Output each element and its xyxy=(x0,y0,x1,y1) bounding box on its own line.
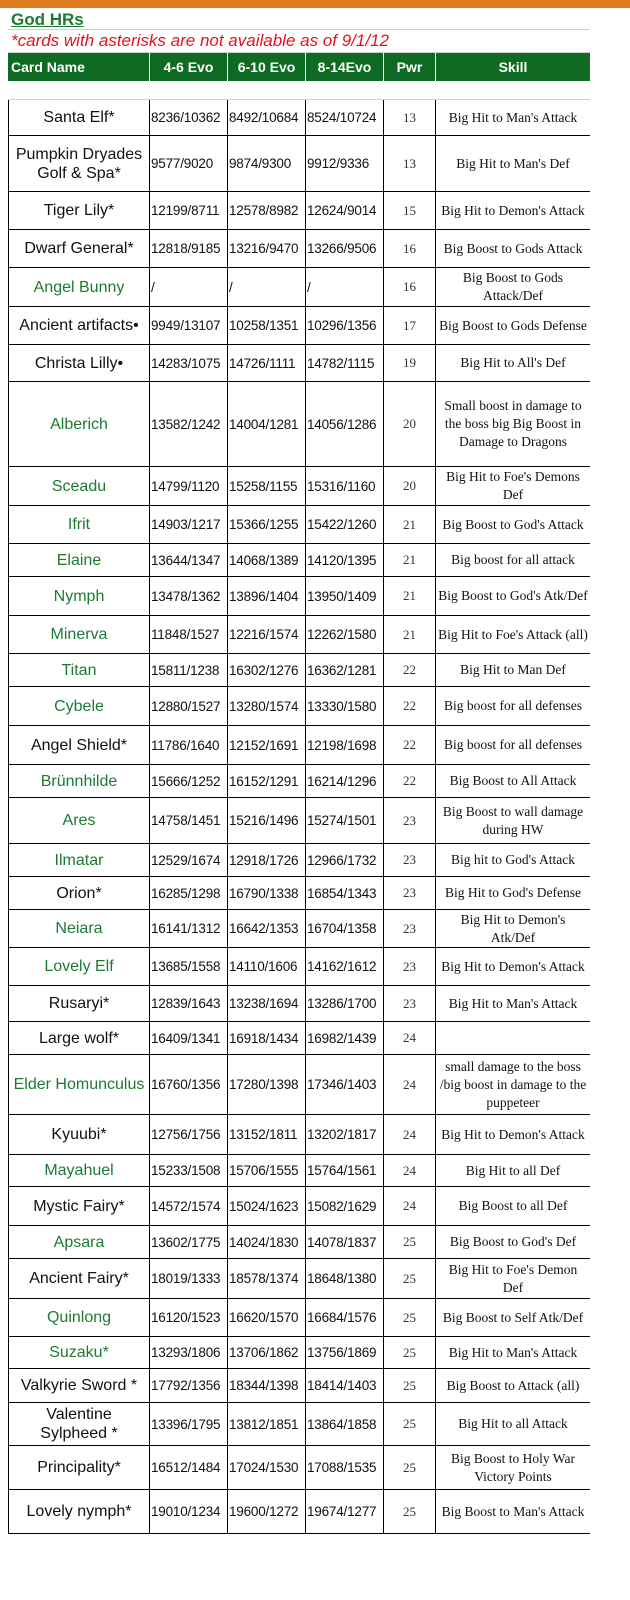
col-header-card-name[interactable]: Card Name xyxy=(8,53,150,81)
cell-evo-8-14[interactable]: 17346/1403 xyxy=(306,1055,384,1114)
table-row xyxy=(8,577,590,616)
cell-skill[interactable]: Small boost in damage to the boss big Big Boost in Damage to Dragons xyxy=(444,398,582,449)
cell-evo-4-6[interactable]: 16141/1312 xyxy=(150,910,228,947)
cell-evo-4-6[interactable]: 13582/1242 xyxy=(150,382,228,466)
cell-evo-6-10[interactable]: / xyxy=(228,268,306,306)
cell-pwr[interactable]: 24 xyxy=(384,1022,436,1054)
cell-evo-6-10[interactable]: 16918/1434 xyxy=(228,1022,306,1054)
cell-evo-8-14[interactable]: 16704/1358 xyxy=(306,910,384,947)
cell-skill[interactable]: Big Hit to Demon's Atk/Def xyxy=(460,911,566,945)
cell-pwr[interactable]: 25 xyxy=(384,1403,436,1445)
cell-pwr[interactable]: 21 xyxy=(384,616,436,653)
cell-evo-8-14[interactable]: 13286/1700 xyxy=(306,986,384,1021)
cell-evo-6-10[interactable]: 14068/1389 xyxy=(228,544,306,576)
cell-card-name[interactable]: Christa Lilly• xyxy=(8,345,150,381)
table-row xyxy=(8,100,590,136)
cell-pwr[interactable]: 20 xyxy=(384,382,436,466)
cell-evo-8-14[interactable]: 13756/1869 xyxy=(306,1337,384,1368)
cell-pwr[interactable]: 20 xyxy=(384,467,436,505)
cell-evo-4-6[interactable]: 13602/1775 xyxy=(150,1226,228,1258)
cell-skill[interactable]: small damage to the boss /big boost in damage to the puppeteer xyxy=(439,1058,587,1110)
cell-evo-6-10[interactable]: 16642/1353 xyxy=(228,910,306,947)
cell-skill[interactable]: Big hit to God's Attack xyxy=(451,852,575,867)
cell-card-name[interactable]: Angel Shield* xyxy=(8,726,150,764)
table-row xyxy=(8,136,590,192)
col-header-evo-6-10[interactable]: 6-10 Evo xyxy=(228,53,306,81)
table-row xyxy=(8,1490,590,1534)
cell-skill[interactable] xyxy=(436,1022,590,1054)
cell-card-name[interactable]: Mystic Fairy* xyxy=(8,1187,150,1225)
cell-card-name[interactable]: Suzaku* xyxy=(8,1337,150,1368)
cell-skill[interactable]: Big Hit to Man's Attack xyxy=(448,1344,578,1360)
cell-skill[interactable]: Big Hit to God's Defense xyxy=(445,885,581,900)
table-row xyxy=(8,616,590,654)
cell-evo-4-6[interactable]: 12818/9185 xyxy=(150,230,228,267)
cell-pwr[interactable]: 25 xyxy=(384,1490,436,1533)
cell-evo-6-10[interactable]: 13706/1862 xyxy=(228,1337,306,1368)
table-row xyxy=(8,230,590,268)
cell-evo-4-6[interactable]: 14799/1120 xyxy=(150,467,228,505)
cell-pwr[interactable]: 15 xyxy=(384,192,436,229)
cell-card-name[interactable]: Santa Elf* xyxy=(8,100,150,135)
table-row xyxy=(8,844,590,877)
table-row xyxy=(8,1446,590,1490)
cell-evo-6-10[interactable]: 8492/10684 xyxy=(228,100,306,135)
cell-skill[interactable]: Big Hit to Foe's Demon Def xyxy=(448,1261,578,1295)
cell-evo-6-10[interactable]: 9874/9300 xyxy=(228,136,306,191)
cell-evo-8-14[interactable]: 16854/1343 xyxy=(306,877,384,909)
cell-evo-4-6[interactable]: 15666/1252 xyxy=(150,765,228,797)
cell-evo-6-10[interactable]: 15216/1496 xyxy=(228,798,306,843)
cell-skill[interactable]: Big Hit to Man's Attack xyxy=(448,109,578,125)
cell-evo-8-14[interactable]: 14056/1286 xyxy=(306,382,384,466)
table-row xyxy=(8,1187,590,1226)
cell-evo-6-10[interactable]: 13152/1811 xyxy=(228,1115,306,1154)
cell-evo-6-10[interactable]: 13280/1574 xyxy=(228,687,306,725)
cell-card-name[interactable]: Kyuubi* xyxy=(8,1115,150,1154)
cell-card-name[interactable]: Ilmatar xyxy=(8,844,150,876)
cell-card-name[interactable]: Pumpkin Dryades Golf & Spa* xyxy=(8,136,150,191)
cell-pwr[interactable]: 23 xyxy=(384,798,436,843)
cell-evo-4-6[interactable]: 13644/1347 xyxy=(150,544,228,576)
cell-evo-8-14[interactable]: 16362/1281 xyxy=(306,654,384,686)
cell-skill[interactable]: Big Boost to Attack (all) xyxy=(446,1377,580,1393)
cell-evo-6-10[interactable]: 15706/1555 xyxy=(228,1155,306,1186)
cell-skill[interactable]: Big boost for all defenses xyxy=(444,698,582,713)
cell-pwr[interactable]: 23 xyxy=(384,986,436,1021)
cell-skill[interactable]: Big Boost to Man's Attack xyxy=(441,1503,585,1519)
cell-evo-8-14[interactable]: 16684/1576 xyxy=(306,1299,384,1336)
cell-evo-6-10[interactable]: 13896/1404 xyxy=(228,577,306,615)
col-header-skill[interactable]: Skill xyxy=(498,59,528,75)
cell-card-name[interactable]: Cybele xyxy=(8,687,150,725)
cell-pwr[interactable]: 22 xyxy=(384,687,436,725)
cell-evo-6-10[interactable]: 18578/1374 xyxy=(228,1259,306,1298)
cell-pwr[interactable]: 13 xyxy=(384,100,436,135)
cell-evo-8-14[interactable]: 18648/1380 xyxy=(306,1259,384,1298)
cell-pwr[interactable]: 25 xyxy=(384,1369,436,1402)
cell-evo-6-10[interactable]: 16790/1338 xyxy=(228,877,306,909)
cell-evo-4-6[interactable]: 15233/1508 xyxy=(150,1155,228,1186)
cell-evo-4-6[interactable]: 13685/1558 xyxy=(150,948,228,985)
cell-evo-4-6[interactable]: 8236/10362 xyxy=(150,100,228,135)
cell-evo-6-10[interactable]: 10258/1351 xyxy=(228,307,306,344)
cell-skill[interactable]: Big Boost to Gods Defense xyxy=(439,317,587,333)
cell-card-name[interactable]: Principality* xyxy=(8,1446,150,1489)
cell-card-name[interactable]: Elaine xyxy=(8,544,150,576)
cell-pwr[interactable]: 22 xyxy=(384,765,436,797)
cell-card-name[interactable]: Nymph xyxy=(8,577,150,615)
cell-evo-8-14[interactable]: 15764/1561 xyxy=(306,1155,384,1186)
cell-evo-4-6[interactable]: 16512/1484 xyxy=(150,1446,228,1489)
cell-evo-4-6[interactable]: 16120/1523 xyxy=(150,1299,228,1336)
cell-card-name[interactable]: Quinlong xyxy=(8,1299,150,1336)
cell-pwr[interactable]: 23 xyxy=(384,844,436,876)
cell-evo-6-10[interactable]: 13812/1851 xyxy=(228,1403,306,1445)
table-row xyxy=(8,687,590,726)
cell-pwr[interactable]: 16 xyxy=(384,268,436,306)
cell-evo-6-10[interactable]: 19600/1272 xyxy=(228,1490,306,1533)
availability-note: *cards with asterisks are not available as of 9/1/12 xyxy=(11,31,389,50)
cell-pwr[interactable]: 24 xyxy=(384,1187,436,1225)
cell-evo-6-10[interactable]: 16302/1276 xyxy=(228,654,306,686)
cell-pwr[interactable]: 22 xyxy=(384,654,436,686)
cell-card-name[interactable]: Angel Bunny xyxy=(8,268,150,306)
cell-skill[interactable]: Big Boost to wall damage during HW xyxy=(442,803,584,837)
cell-evo-4-6[interactable]: 12756/1756 xyxy=(150,1115,228,1154)
cell-pwr[interactable]: 25 xyxy=(384,1337,436,1368)
cell-evo-6-10[interactable]: 14024/1830 xyxy=(228,1226,306,1258)
cell-skill[interactable]: Big Boost to Holy War Victory Points xyxy=(451,1450,575,1484)
top-accent-bar xyxy=(0,0,630,8)
cell-pwr[interactable]: 21 xyxy=(384,506,436,543)
cell-card-name[interactable]: Ifrit xyxy=(8,506,150,543)
cell-card-name[interactable]: Neiara xyxy=(8,910,150,947)
cell-evo-6-10[interactable]: 13216/9470 xyxy=(228,230,306,267)
cell-pwr[interactable]: 19 xyxy=(384,345,436,381)
cell-skill[interactable]: Big Hit to Man Def xyxy=(460,662,566,677)
cell-evo-8-14[interactable]: 14782/1115 xyxy=(306,345,384,381)
table-row xyxy=(8,506,590,544)
table-row xyxy=(8,192,590,230)
cell-skill[interactable]: Big Boost to God's Def xyxy=(449,1234,577,1249)
cell-evo-6-10[interactable]: 12152/1691 xyxy=(228,726,306,764)
cell-evo-4-6[interactable]: 11848/1527 xyxy=(150,616,228,653)
cell-card-name[interactable]: Elder Homunculus xyxy=(8,1055,150,1114)
cell-card-name[interactable]: Titan xyxy=(8,654,150,686)
cell-evo-8-14[interactable]: 14162/1612 xyxy=(306,948,384,985)
table-row xyxy=(8,798,590,844)
cell-evo-8-14[interactable]: 18414/1403 xyxy=(306,1369,384,1402)
cell-evo-6-10[interactable]: 13238/1694 xyxy=(228,986,306,1021)
table-row xyxy=(8,544,590,577)
cell-pwr[interactable]: 24 xyxy=(384,1115,436,1154)
table-row xyxy=(8,1337,590,1369)
cell-pwr[interactable]: 23 xyxy=(384,910,436,947)
cell-card-name[interactable]: Lovely nymph* xyxy=(8,1490,150,1533)
cell-evo-4-6[interactable]: 12529/1674 xyxy=(150,844,228,876)
table-header xyxy=(8,53,590,81)
cell-evo-8-14[interactable]: 16982/1439 xyxy=(306,1022,384,1054)
cell-evo-6-10[interactable]: 14726/1111 xyxy=(228,345,306,381)
table-row xyxy=(8,910,590,948)
table-row xyxy=(8,1022,590,1055)
cell-card-name[interactable]: Rusaryi* xyxy=(8,986,150,1021)
cell-evo-6-10[interactable]: 17280/1398 xyxy=(228,1055,306,1114)
cell-evo-6-10[interactable]: 14004/1281 xyxy=(228,382,306,466)
cell-evo-8-14[interactable]: 12966/1732 xyxy=(306,844,384,876)
cell-evo-8-14[interactable]: 9912/9336 xyxy=(306,136,384,191)
cell-evo-4-6[interactable]: 19010/1234 xyxy=(150,1490,228,1533)
cell-pwr[interactable]: 16 xyxy=(384,230,436,267)
cell-card-name[interactable]: Large wolf* xyxy=(8,1022,150,1054)
cell-card-name[interactable]: Sceadu xyxy=(8,467,150,505)
table-row xyxy=(8,948,590,986)
cell-evo-4-6[interactable]: 17792/1356 xyxy=(150,1369,228,1402)
cell-evo-4-6[interactable]: 18019/1333 xyxy=(150,1259,228,1298)
cell-card-name[interactable]: Ancient artifacts• xyxy=(8,307,150,344)
cell-pwr[interactable]: 25 xyxy=(384,1299,436,1336)
cell-evo-4-6[interactable]: 16285/1298 xyxy=(150,877,228,909)
cell-evo-4-6[interactable]: 13293/1806 xyxy=(150,1337,228,1368)
cell-skill[interactable]: Big Hit to Foe's Attack (all) xyxy=(438,626,588,642)
table-row xyxy=(8,467,590,506)
cell-evo-8-14[interactable]: 8524/10724 xyxy=(306,100,384,135)
card-table-body xyxy=(8,100,590,1534)
cell-skill[interactable]: Big Hit to Demon's Attack xyxy=(441,1126,585,1142)
cell-skill[interactable]: Big Boost to Gods Attack xyxy=(443,240,583,256)
cell-skill[interactable]: Big Boost to God's Attack xyxy=(442,516,584,532)
table-row xyxy=(8,268,590,307)
cell-evo-8-14[interactable]: 12262/1580 xyxy=(306,616,384,653)
cell-evo-4-6[interactable]: 9949/13107 xyxy=(150,307,228,344)
cell-skill[interactable]: Big Hit to Foe's Demons Def xyxy=(446,469,580,502)
table-row xyxy=(8,1403,590,1446)
cell-skill[interactable]: Big Hit to Demon's Attack xyxy=(441,958,585,974)
cell-evo-8-14[interactable]: 15316/1160 xyxy=(306,467,384,505)
cell-pwr[interactable]: 24 xyxy=(384,1055,436,1114)
cell-evo-6-10[interactable]: 18344/1398 xyxy=(228,1369,306,1402)
cell-evo-4-6[interactable]: 12839/1643 xyxy=(150,986,228,1021)
col-header-pwr[interactable]: Pwr xyxy=(384,53,436,81)
table-row xyxy=(8,345,590,382)
cell-evo-4-6[interactable]: 16409/1341 xyxy=(150,1022,228,1054)
table-row xyxy=(8,1259,590,1299)
cell-pwr[interactable]: 23 xyxy=(384,948,436,985)
table-row xyxy=(8,1115,590,1155)
cell-evo-6-10[interactable]: 15366/1255 xyxy=(228,506,306,543)
cell-skill[interactable]: Big Hit to all Attack xyxy=(458,1416,568,1431)
cell-skill[interactable]: Big Hit to Man's Def xyxy=(456,155,570,171)
table-row xyxy=(8,726,590,765)
cell-evo-4-6[interactable]: 12199/8711 xyxy=(150,192,228,229)
cell-evo-8-14[interactable]: 14120/1395 xyxy=(306,544,384,576)
table-row xyxy=(8,382,590,467)
cell-evo-4-6[interactable]: 12880/1527 xyxy=(150,687,228,725)
cell-evo-8-14[interactable]: 14078/1837 xyxy=(306,1226,384,1258)
table-row xyxy=(8,1226,590,1259)
cell-evo-8-14[interactable]: 13266/9506 xyxy=(306,230,384,267)
cell-evo-8-14[interactable]: 13330/1580 xyxy=(306,687,384,725)
cell-evo-4-6[interactable]: 13396/1795 xyxy=(150,1403,228,1445)
cell-pwr[interactable]: 22 xyxy=(384,726,436,764)
cell-card-name[interactable]: Ancient Fairy* xyxy=(8,1259,150,1298)
cell-evo-8-14[interactable]: 10296/1356 xyxy=(306,307,384,344)
cell-pwr[interactable]: 24 xyxy=(384,1155,436,1186)
cell-card-name[interactable]: Alberich xyxy=(8,382,150,466)
cell-evo-8-14[interactable]: 15274/1501 xyxy=(306,798,384,843)
cell-skill[interactable]: Big boost for all attack xyxy=(451,552,575,567)
cell-evo-4-6[interactable]: 14572/1574 xyxy=(150,1187,228,1225)
cell-card-name[interactable]: Lovely Elf xyxy=(8,948,150,985)
cell-skill[interactable]: Big Boost to Self Atk/Def xyxy=(442,1309,584,1325)
cell-evo-8-14[interactable]: 12624/9014 xyxy=(306,192,384,229)
table-row xyxy=(8,1369,590,1403)
cell-evo-4-6[interactable]: / xyxy=(150,268,228,306)
cell-card-name[interactable]: Orion* xyxy=(8,877,150,909)
cell-evo-4-6[interactable]: 16760/1356 xyxy=(150,1055,228,1114)
cell-card-name[interactable]: Ares xyxy=(8,798,150,843)
table-row xyxy=(8,307,590,345)
cell-evo-4-6[interactable]: 14758/1451 xyxy=(150,798,228,843)
cell-evo-6-10[interactable]: 14110/1606 xyxy=(228,948,306,985)
cell-evo-6-10[interactable]: 12216/1574 xyxy=(228,616,306,653)
cell-pwr[interactable]: 13 xyxy=(384,136,436,191)
cell-card-name[interactable]: Tiger Lily* xyxy=(8,192,150,229)
cell-card-name[interactable]: Dwarf General* xyxy=(8,230,150,267)
cell-evo-4-6[interactable]: 14283/1075 xyxy=(150,345,228,381)
cell-evo-8-14[interactable]: 15422/1260 xyxy=(306,506,384,543)
cell-evo-6-10[interactable]: 15258/1155 xyxy=(228,467,306,505)
cell-skill[interactable]: Big boost for all defenses xyxy=(444,737,582,752)
sheet-title: God HRs xyxy=(11,10,84,29)
cell-skill[interactable]: Big Boost to Gods Attack/Def xyxy=(462,270,564,303)
cell-evo-4-6[interactable]: 14903/1217 xyxy=(150,506,228,543)
table-row xyxy=(8,654,590,687)
cell-evo-6-10[interactable]: 15024/1623 xyxy=(228,1187,306,1225)
table-row xyxy=(8,765,590,798)
cell-card-name[interactable]: Valentine Sylpheed * xyxy=(8,1403,150,1445)
cell-pwr[interactable]: 23 xyxy=(384,877,436,909)
cell-evo-8-14[interactable]: 13864/1858 xyxy=(306,1403,384,1445)
cell-evo-8-14[interactable]: 15082/1629 xyxy=(306,1187,384,1225)
cell-card-name[interactable]: Minerva xyxy=(8,616,150,653)
cell-pwr[interactable]: 21 xyxy=(384,544,436,576)
cell-skill[interactable]: Big Hit to Man's Attack xyxy=(448,995,578,1011)
cell-evo-6-10[interactable]: 12918/1726 xyxy=(228,844,306,876)
cell-skill[interactable]: Big Hit to Demon's Attack xyxy=(441,202,585,218)
cell-evo-8-14[interactable]: 13202/1817 xyxy=(306,1115,384,1154)
table-row xyxy=(8,1055,590,1115)
blank-row xyxy=(8,81,590,100)
cell-evo-8-14[interactable]: / xyxy=(306,268,384,306)
cell-evo-6-10[interactable]: 16152/1291 xyxy=(228,765,306,797)
cell-evo-8-14[interactable]: 17088/1535 xyxy=(306,1446,384,1489)
cell-card-name[interactable]: Valkyrie Sword * xyxy=(8,1369,150,1402)
cell-evo-8-14[interactable]: 19674/1277 xyxy=(306,1490,384,1533)
table-row xyxy=(8,986,590,1022)
cell-evo-6-10[interactable]: 17024/1530 xyxy=(228,1446,306,1489)
cell-card-name[interactable]: Mayahuel xyxy=(8,1155,150,1186)
cell-pwr[interactable]: 17 xyxy=(384,307,436,344)
cell-skill[interactable]: Big Hit to All's Def xyxy=(460,355,566,370)
cell-evo-8-14[interactable]: 13950/1409 xyxy=(306,577,384,615)
cell-card-name[interactable]: Apsara xyxy=(8,1226,150,1258)
cell-skill[interactable]: Big Boost to all Def xyxy=(458,1198,568,1213)
cell-pwr[interactable]: 25 xyxy=(384,1226,436,1258)
table-row xyxy=(8,877,590,910)
cell-evo-4-6[interactable]: 13478/1362 xyxy=(150,577,228,615)
cell-evo-6-10[interactable]: 16620/1570 xyxy=(228,1299,306,1336)
col-header-evo-8-14[interactable]: 8-14Evo xyxy=(306,53,384,81)
cell-evo-8-14[interactable]: 12198/1698 xyxy=(306,726,384,764)
cell-card-name[interactable]: Brünnhilde xyxy=(8,765,150,797)
table-row xyxy=(8,1155,590,1187)
cell-evo-4-6[interactable]: 11786/1640 xyxy=(150,726,228,764)
sheet-row-line xyxy=(8,8,590,30)
cell-skill[interactable]: Big Boost to All Attack xyxy=(449,773,577,788)
cell-evo-4-6[interactable]: 15811/1238 xyxy=(150,654,228,686)
cell-evo-6-10[interactable]: 12578/8982 xyxy=(228,192,306,229)
cell-skill[interactable]: Big Boost to God's Atk/Def xyxy=(438,588,588,603)
col-header-evo-4-6[interactable]: 4-6 Evo xyxy=(150,53,228,81)
cell-pwr[interactable]: 25 xyxy=(384,1446,436,1489)
cell-pwr[interactable]: 21 xyxy=(384,577,436,615)
cell-evo-4-6[interactable]: 9577/9020 xyxy=(150,136,228,191)
table-row xyxy=(8,1299,590,1337)
cell-pwr[interactable]: 25 xyxy=(384,1259,436,1298)
cell-evo-8-14[interactable]: 16214/1296 xyxy=(306,765,384,797)
cell-skill[interactable]: Big Hit to all Def xyxy=(465,1162,561,1178)
